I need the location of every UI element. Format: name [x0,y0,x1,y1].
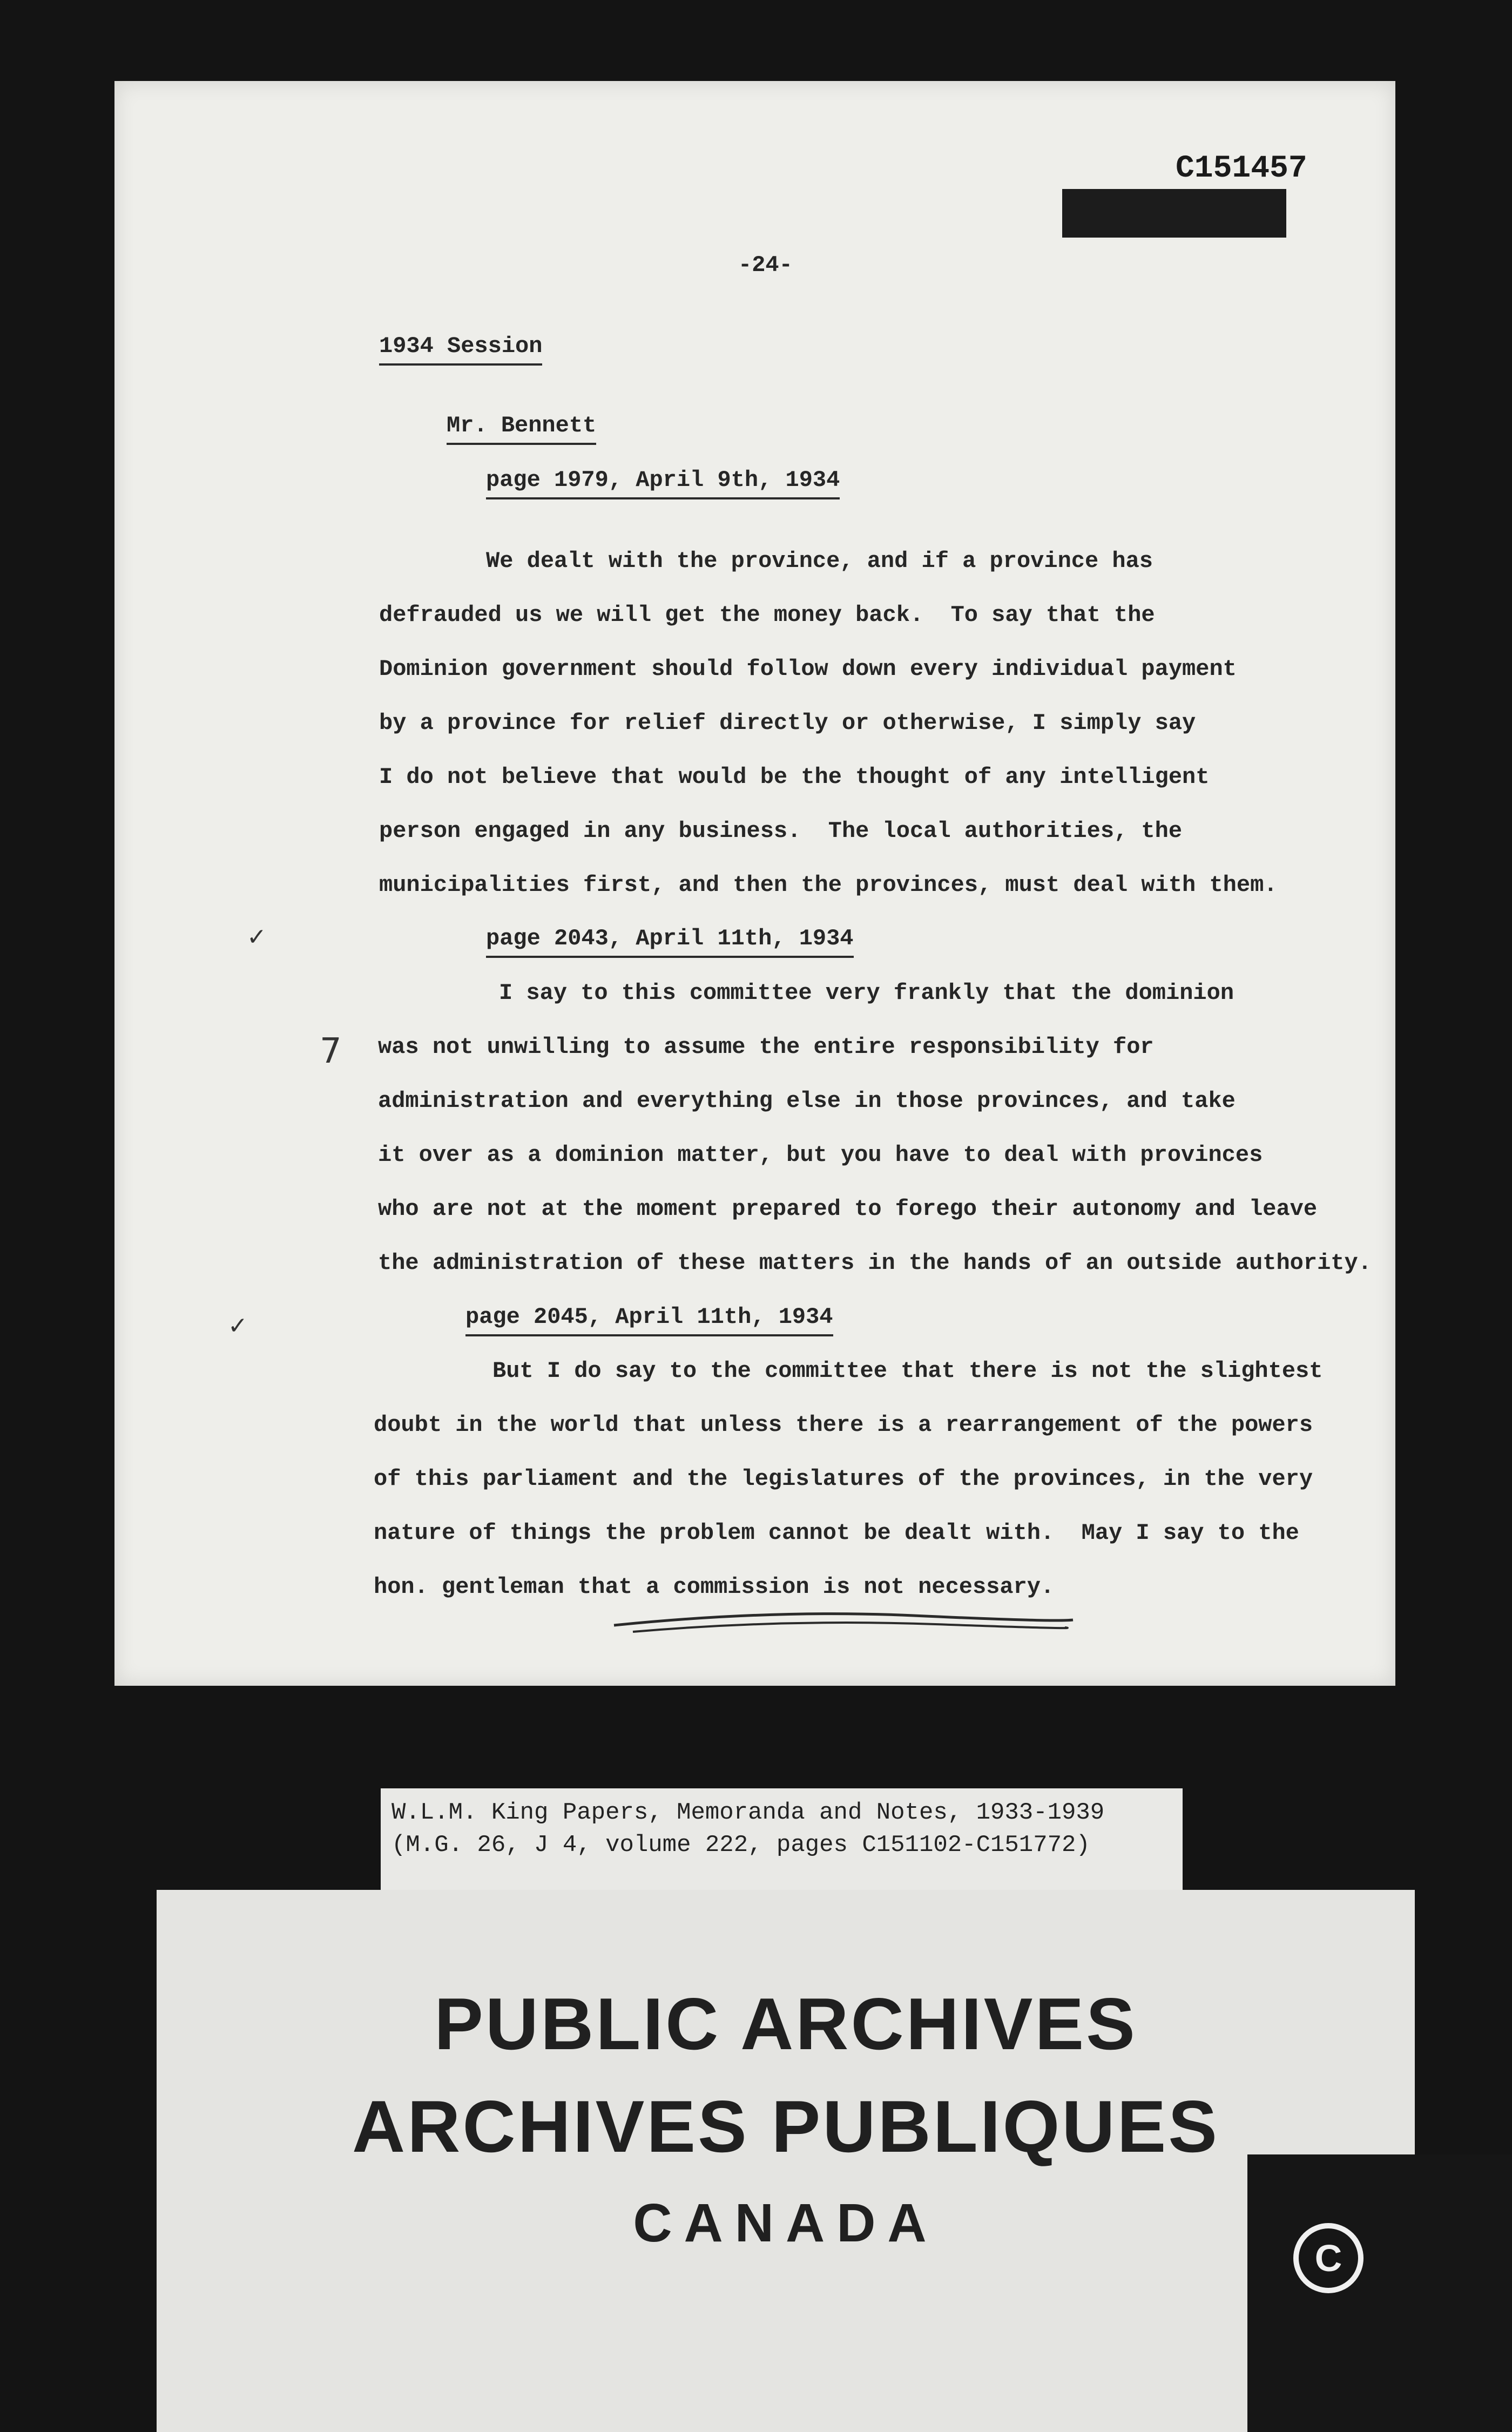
text-line: Dominion government should follow down every individual payment [379,656,1237,682]
citation-1: page 1979, April 9th, 1934 [486,467,840,499]
text-line: nature of things the problem cannot be dealt with. May I say to the [374,1520,1299,1546]
archive-stamp [157,1890,1415,2432]
source-label-line-2: (M.G. 26, J 4, volume 222, pages C151102-C151772) [392,1832,1090,1859]
text-line: We dealt with the province, and if a province has [486,548,1153,574]
text-line: of this parliament and the legislatures of the provinces, in the very [374,1466,1313,1492]
archive-title-en: PUBLIC ARCHIVES [434,1983,1137,2065]
text-line: defrauded us we will get the money back. To say that the [379,602,1155,628]
citation-2: page 2043, April 11th, 1934 [486,925,854,958]
text-line: the administration of these matters in the hands of an outside authority. [378,1250,1372,1276]
archive-title-fr: ARCHIVES PUBLIQUES [352,2085,1219,2167]
text-line: administration and everything else in those provinces, and take [378,1088,1236,1114]
speaker-heading: Mr. Bennett [447,413,596,445]
archive-country: CANADA [633,2193,939,2253]
text-line: was not unwilling to assume the entire responsibility for [378,1034,1154,1060]
archives-logo-icon: C [1293,2223,1364,2293]
citation-3: page 2045, April 11th, 1934 [465,1304,833,1336]
archive-corner [1247,2154,1512,2432]
source-label [381,1788,1183,1906]
source-label-line-1: W.L.M. King Papers, Memoranda and Notes, 1933-1939 [392,1799,1105,1826]
reference-number: C151457 [1176,151,1307,186]
text-line: I do not believe that would be the thought of any intelligent [379,764,1210,790]
text-line: But I do say to the committee that there is not the slightest [492,1358,1323,1384]
text-line: municipalities first, and then the provinces, must deal with them. [379,872,1278,898]
checkmark-icon: ✓ [228,1312,248,1340]
text-line: by a province for relief directly or otherwise, I simply say [379,710,1196,736]
text-line: I say to this committee very frankly that the dominion [499,980,1234,1006]
text-line: hon. gentleman that a commission is not necessary. [374,1574,1055,1600]
page-number: -24- [738,252,793,278]
text-line: person engaged in any business. The local authorities, the [379,818,1183,844]
text-line: who are not at the moment prepared to forego their autonomy and leave [378,1196,1318,1222]
document-page [114,81,1395,1686]
checkmark-icon: ✓ [247,923,267,951]
redaction-block [1062,189,1286,238]
handwritten-mark-icon: 7 [320,1031,342,1071]
handwritten-underline [611,1604,1076,1641]
session-heading: 1934 Session [379,333,542,366]
text-line: it over as a dominion matter, but you have to deal with provinces [378,1142,1263,1168]
text-line: doubt in the world that unless there is a rearrangement of the powers [374,1412,1313,1438]
